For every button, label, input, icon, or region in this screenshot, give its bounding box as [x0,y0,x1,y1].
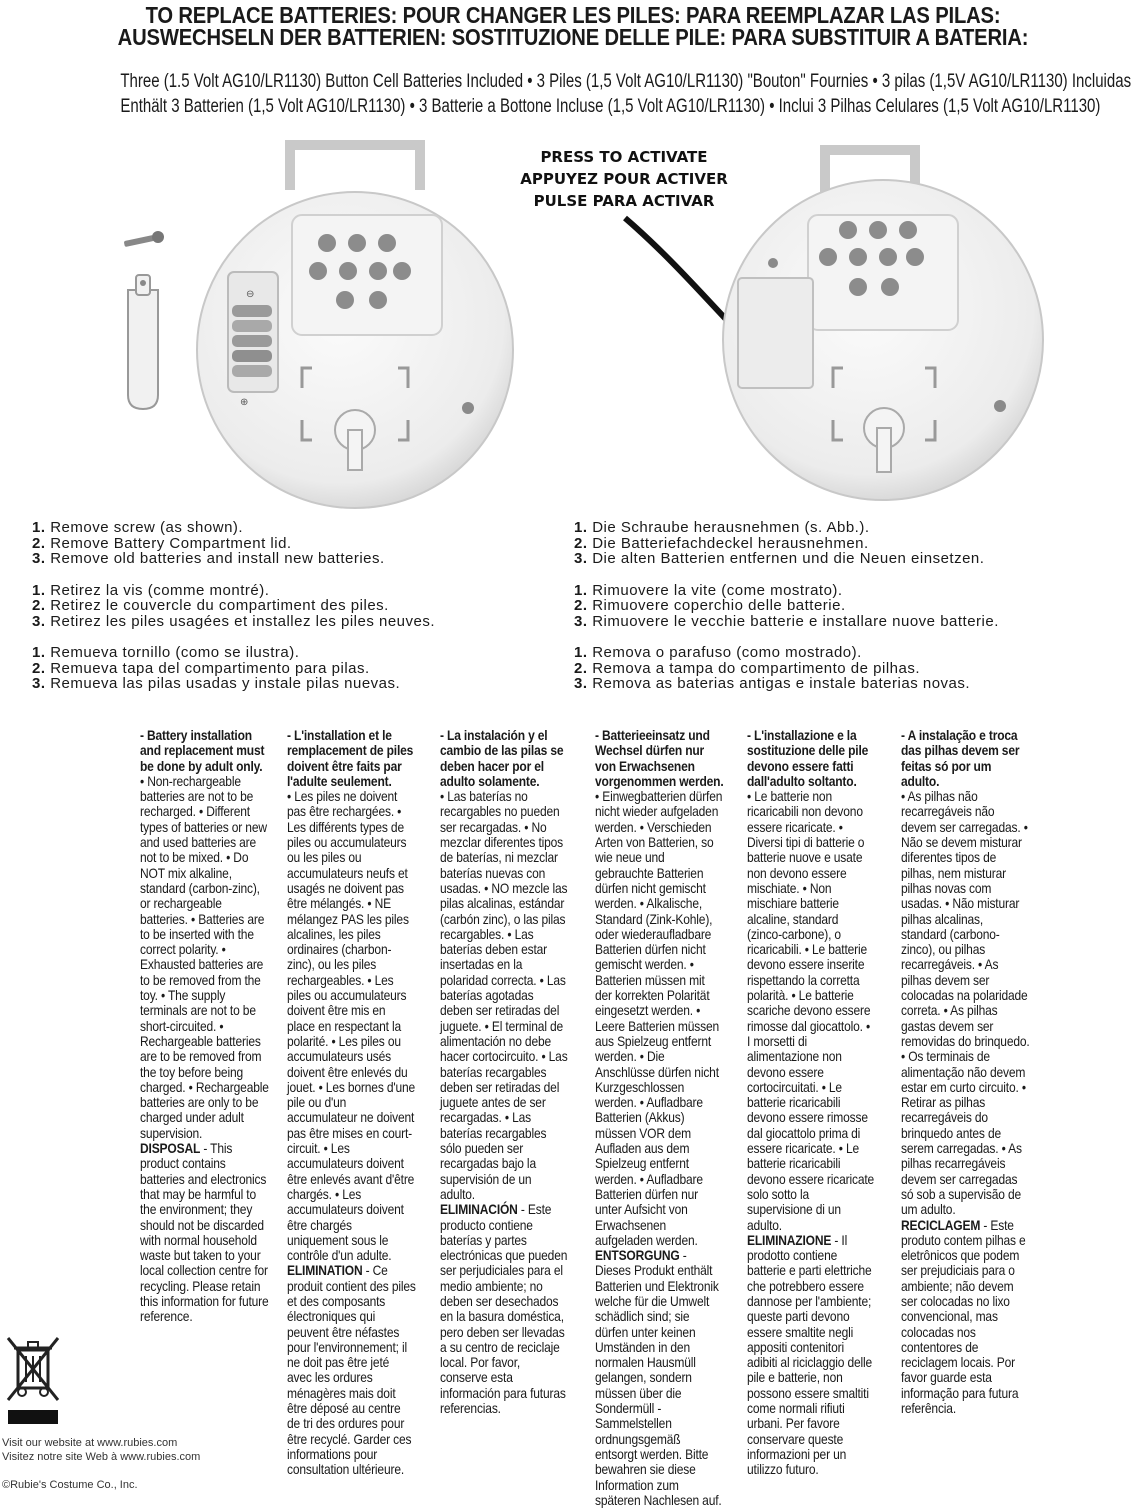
disposal-note: ELIMINACIÓN - Este producto contiene baterías y partes electrónicas que pueden ser perjudiciales para el medio ambiente; no deben ser desechados en la basura doméstica, pero deben ser llevadas a su centro de reciclaje local. Por favor, conserve esta información para futuras referencias. [440,1201,568,1417]
warning-column-it [747,728,876,1478]
step-line: 1. Remova o parafuso (como mostrado). [574,644,862,661]
warning-column-de [595,728,724,1508]
warning-body: • Einwegbatterien dürfen nicht wieder aufgeladen werden. • Verschieden Arten von Batterien, so wie neue und gebrauchte Batterien dürfen nicht gemischt werden. • Alkalische, Standard (Zink-Kohle), oder wiederaufladbare Batterien dürfen nicht gemischt werden. • Batterien müssen mit der korrekten Polarität eingesetzt werden. • Leere Batterien müssen aus Spielzeug entfernt werden. • Die Anschlüsse dürfen nicht Kurzgeschlossen werden. • Aufladbare Batterien (Akkus) müssen VOR dem Aufladen aus dem Spielzeug entfernt werden. • Aufladbare Batterien dürfen nur unter Aufsicht von Erwachsenen aufgeladen werden. [595,788,723,1248]
left-device [197,145,513,508]
warning-heading: - L'installazione e la sostituzione delle pile devono essere fatti dall'adulto soltanto. [747,727,869,789]
step-line: 1. Retirez la vis (comme montré). [32,581,270,599]
step-line: 1. Remove screw (as shown). [32,519,244,536]
battery-replacement-illustration [0,140,1146,510]
warning-heading: - L'installation et le remplacement de piles doivent être faits par l'adulte seulement. [287,727,414,789]
warning-heading: - Battery installation and replacement must be done by adult only. [140,727,265,774]
svg-text:PRESS TO ACTIVATE: PRESS TO ACTIVATE [540,148,708,166]
step-line: 3. Remueva las pilas usadas y instale pilas nuevas. [32,675,401,692]
svg-text:PULSE PARA ACTIVAR: PULSE PARA ACTIVAR [533,192,715,210]
step-line: 2. Rimuovere coperchio delle batterie. [574,597,846,614]
step-line: 2. Remove Battery Compartment lid. [32,534,292,552]
disposal-note: ELIMINAZIONE - Il prodotto contiene batterie e parti elettriche che potrebbero essere dannose per l'ambiente; queste parti devono essere smaltite negli appositi contenitori adibiti al riciclaggio delle pile e batterie, non possono essere smaltiti come normali rifiuti urbani. Per favore conservare queste informazioni per un utilizzo futuro. [747,1231,873,1478]
step-line: 3. Rimuovere le vecchie batterie e installare nuove batterie. [574,612,999,630]
step-line: 1. Remueva tornillo (como se ilustra). [32,644,300,661]
press-to-activate-label [520,148,728,210]
warning-heading: - La instalación y el cambio de las pilas se deben hacer por el adulto solamente. [440,727,564,789]
warning-column-fr [287,728,416,1478]
steps-group-de [574,520,999,567]
warning-body: • As pilhas não recarregáveis não devem ser carregadas. • Não se devem misturar diferentes tipos de pilhas, nem misturar pilhas novas com usadas. • Não misturar pilhas alcalinas, standard (carbono-zinco), ou pilhas recarregáveis. • As pilhas devem ser colocadas na polaridade correta. • As pilhas gastas devem ser removidas do brinquedo. • Os terminais de alimentação não devem estar em curto circuito. • Retirar as pilhas recarregáveis do brinquedo antes de serem carregadas. • As pilhas recarregáveis devem ser carregadas só sob a supervisão de um adulto. [901,788,1030,1218]
warning-body: • Les piles ne doivent pas être rechargées. • Les différents types de piles ou accumulateurs ou les piles ou accumulateurs neufs et usagés ne doivent pas être mélangés. • NE mélangez PAS les piles alcalines, les piles ordinaires (charbon-zinc), ou les piles rechargeables. • Les piles ou accumulateurs doivent être mis en place en respectant la polarité. • Les piles ou accumulateurs usés doivent être enlevés du jouet. • Les bornes d'une pile ou d'un accumulateur ne doivent pas être mises en court-circuit. • Les accumulateurs doivent être enlevés avant d'être chargés. • Les accumulateurs doivent être chargés uniquement sous le contrôle d'un adulte. [287,788,416,1264]
step-line: 3. Remova as baterias antigas e instale baterias novas. [574,675,971,692]
steps-right [574,520,999,708]
crossed-out-bin-icon [4,1330,64,1425]
copyright: ©Rubie's Costume Co., Inc. [2,1479,138,1491]
step-line: 2. Retirez le couvercle du compartiment des piles. [32,597,389,614]
disposal-note: RECICLAGEM - Este produto contem pilhas e eletrônicos que podem ser prejudiciais para o ambiente; não devem ser colocadas no lixo convencional, mas colocadas nos contentores de reciclagem locais. Por favor guarde esta informação para futura referência. [901,1216,1026,1417]
step-line: 3. Retirez les piles usagées et installez les piles neuves. [32,612,436,630]
disposal-note: ELIMINATION - Ce produit contient des piles et des composants électroniques qui peuvent être néfastes pour l'environnement; il ne doit pas être jeté avec les ordures ménagères mais doit être déposé au centre de tri des ordures pour être recyclé. Garder ces informations pour consultation ultérieure. [287,1262,416,1478]
disposal-note: ENTSORGUNG - Dieses Produkt enthält Batterien und Elektronik welche für die Umwelt schädlich sind; sie dürfen unter keinen Umständen in den normalen Hausmüll gelangen, sondern müssen über die Sondermüll - Sammelstellen ordnungsgemäß entsorgt werden. Bitte bewahren sie diese Information zum späteren Nachlesen auf. [595,1247,722,1508]
subtitle-line-2: Enthält 3 Batterien (1,5 Volt AG10/LR1130) • 3 Batterie a Bottone Incluse (1,5 Volt AG10/LR1130) • Inclui 3 Pilhas Celulares (1,5 Volt AG10/LR1130) [120,96,1101,117]
warning-body: • Non-rechargeable batteries are not to be recharged. • Different types of batteries or new and used batteries are not to be mixed. • Do NOT mix alkaline, standard (carbon-zinc), or rechargeable batteries. • Batteries are to be inserted with the correct polarity. • Exhausted batteries are to be removed from the toy. • The supply terminals are not to be short-circuited. • Rechargeable batteries are to be removed from the toy before being charged. • Rechargeable batteries are only to be charged under adult supervision. [140,772,269,1141]
screw-icon [124,231,164,247]
warning-heading: - Batterieeinsatz und Wechsel dürfen nur von Erwachsenen vorgenommen werden. [595,727,724,789]
steps-group-es [32,645,435,692]
warning-heading: - A instalação e troca das pilhas devem ser feitas só por um adulto. [901,727,1020,789]
subtitle-line-1: Three (1.5 Volt AG10/LR1130) Button Cell Batteries Included • 3 Piles (1,5 Volt AG10/LR1130) "Bouton" Fournies • 3 pilas (1,5V AG10/LR1130) Incluidas [120,71,1132,92]
battery-lid-icon [128,275,158,409]
website-fr: Visitez notre site Web à www.rubies.com [2,1451,201,1463]
step-line: 1. Rimuovere la vite (come mostrato). [574,581,843,599]
plus-label: ⊕ [240,397,249,408]
step-line: 2. Remueva tapa del compartimento para pilas. [32,659,370,677]
steps-group-pt [574,645,999,692]
minus-label: ⊖ [246,289,255,300]
step-line: 1. Die Schraube herausnehmen (s. Abb.). [574,519,870,536]
steps-left [32,520,435,708]
battery-stack-icon [232,305,272,377]
warning-column-pt [901,728,1030,1416]
title-line-1: TO REPLACE BATTERIES: POUR CHANGER LES PILES: PARA REEMPLAZAR LAS PILAS: [145,2,1001,28]
warning-body: • Le batterie non ricaricabili non devono essere ricaricate. • Diversi tipi di batterie o batterie nuove e usate non devono essere mischiate. • Non mischiare batterie alcaline, standard (zinco-carbone), o ricaricabili. • Le batterie devono essere inserite rispettando la corretta polarità. • Le batterie scariche devono essere rimosse dal giocattolo. • I morsetti di alimentazione non devono essere cortocircuitati. • Le batterie ricaricabili devono essere rimosse dal giocattolo prima di essere ricaricate. • Le batterie ricaricabili devono essere ricaricate solo sotto la supervisione di un adulto. [747,788,875,1233]
steps-group-en [32,520,435,567]
step-line: 3. Die alten Batterien entfernen und die Neuen einsetzen. [574,550,985,567]
warning-body: • Las baterías no recargables no pueden ser recargadas. • No mezclar diferentes tipos de baterías, ni mezclar baterías nuevas con usadas. • NO mezcle las pilas alcalinas, estándar (carbón zinc), o las pilas recargables. • Las baterías deben estar insertadas en la polaridad correcta. • Las baterías agotadas deben ser retiradas del juguete. • El terminal de alimentación no debe hacer cortocircuito. • Las baterías recargables deben ser retiradas del juguete antes de ser recargadas. • Las baterías recargables sólo pueden ser recargadas bajo la supervisión de un adulto. [440,788,568,1202]
step-line: 2. Remova a tampa do compartimento de pilhas. [574,659,921,677]
title-line-2: AUSWECHSELN DER BATTERIEN: SOSTITUZIONE DELLE PILE: PARA SUBSTITUIR A BATERIA: [117,24,1029,50]
steps-group-fr [32,583,435,630]
warning-column-en [140,728,269,1325]
disposal-note: DISPOSAL - This product contains batteries and electronics that may be harmful to the environment; they should not be discarded with normal household waste but taken to your local collection centre for recycling. Please retain this information for future reference. [140,1140,269,1325]
website-en: Visit our website at www.rubies.com [2,1437,178,1449]
step-line: 3. Remove old batteries and install new batteries. [32,550,385,567]
warning-column-es [440,728,569,1416]
svg-text:APPUYEZ POUR ACTIVER: APPUYEZ POUR ACTIVER [520,170,728,188]
steps-group-it [574,583,999,630]
step-line: 2. Die Batteriefachdeckel herausnehmen. [574,534,869,552]
right-device [723,150,1043,500]
